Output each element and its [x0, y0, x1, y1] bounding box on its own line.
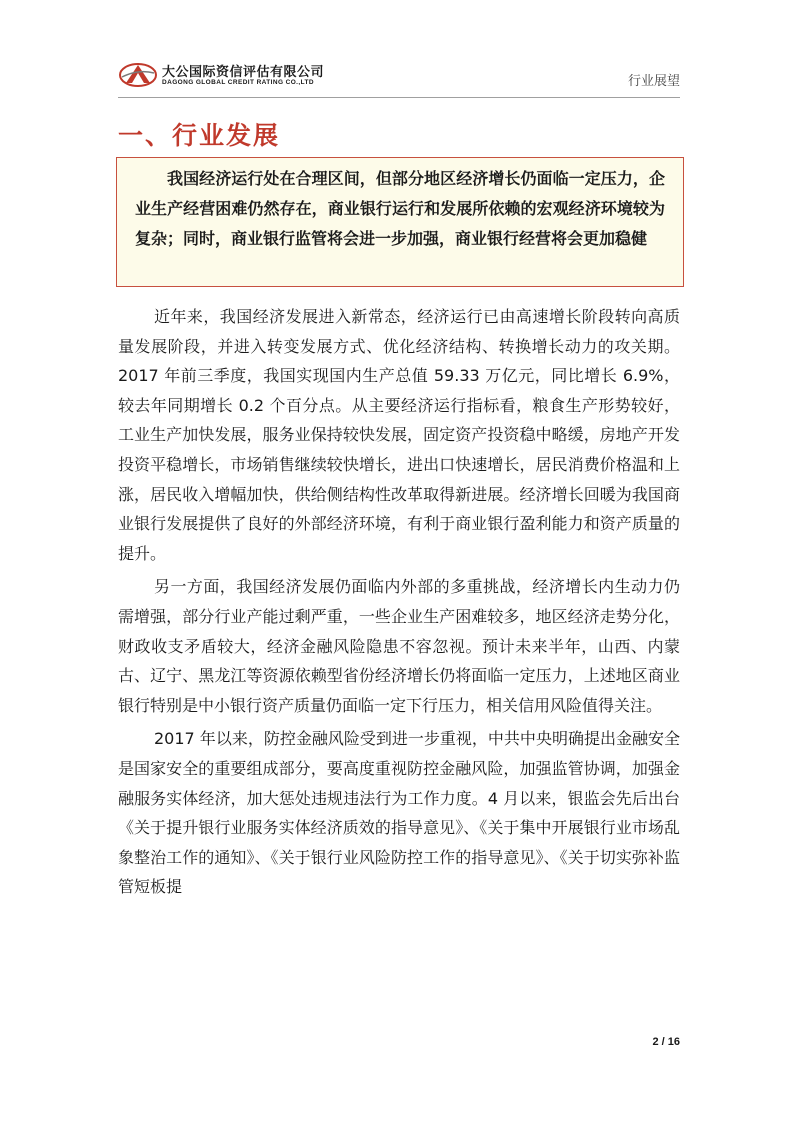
page-header — [118, 55, 680, 95]
header-divider — [118, 97, 680, 98]
body-text — [118, 302, 680, 906]
paragraph-challenges: 另一方面，我国经济发展仍面临内外部的多重挑战，经济增长内生动力仍需增强，部分行业产能过剩严重，一些企业生产困难较多，地区经济走势分化，财政收支矛盾较大，经济金融风险隐患不容忽视。预计未来半年，山西、内蒙古、辽宁、黑龙江等资源依赖型省份经济增长仍将面临一定压力，上述地区商业银行特别是中小银行资产质量仍面临一定下行压力，相关信用风险值得关注。 — [118, 577, 680, 715]
paragraph-economy-overview: 近年来，我国经济发展进入新常态，经济运行已由高速增长阶段转向高质量发展阶段，并进入转变发展方式、优化经济结构、转换增长动力的攻关期。2017 年前三季度，我国实现国内生产总值 59.33 万亿元，同比增长 6.9%，较去年同期增长 0.2 个百分点。从主要经济运行指标看，粮食生产形势较好，工业生产加快发展，服务业保持较快发展，固定资产投资稳中略缓，房地产开发投资平稳增长，市场销售继续较快增长，进出口快速增长，居民消费价格温和上涨，居民收入增幅加快，供给侧结构性改革取得新进展。经济增长回暖为我国商业银行发展提供了良好的外部经济环境，有利于商业银行盈利能力和资产质量的提升。 — [118, 307, 680, 563]
dagong-logo-icon — [118, 61, 158, 89]
page-number: 2 / 16 — [652, 1036, 680, 1048]
company-name-cn: 大公国际资信评估有限公司 — [162, 65, 325, 80]
summary-text: 我国经济运行处在合理区间，但部分地区经济增长仍面临一定压力，企业生产经营困难仍然存在，商业银行运行和发展所依赖的宏观经济环境较为复杂；同时，商业银行监管将会进一步加强，商业银行经营将会更加稳健 — [135, 169, 665, 248]
section-title: 一、行业发展 — [118, 121, 281, 150]
summary-box — [116, 157, 684, 287]
section-tag: 行业展望 — [627, 74, 680, 89]
paragraph-regulation: 2017 年以来，防控金融风险受到进一步重视，中共中央明确提出金融安全是国家安全的重要组成部分，要高度重视防控金融风险，加强监管协调，加强金融服务实体经济，加大惩处违规违法行为工作力度。4 月以来，银监会先后出台《关于提升银行业服务实体经济质效的指导意见》、《关于集中开展银行业市场乱象整治工作的通知》、《关于银行业风险防控工作的指导意见》、《关于切实弥补监管短板提 — [118, 729, 680, 897]
company-name-en: DAGONG GLOBAL CREDIT RATING CO.,LTD — [162, 79, 314, 86]
